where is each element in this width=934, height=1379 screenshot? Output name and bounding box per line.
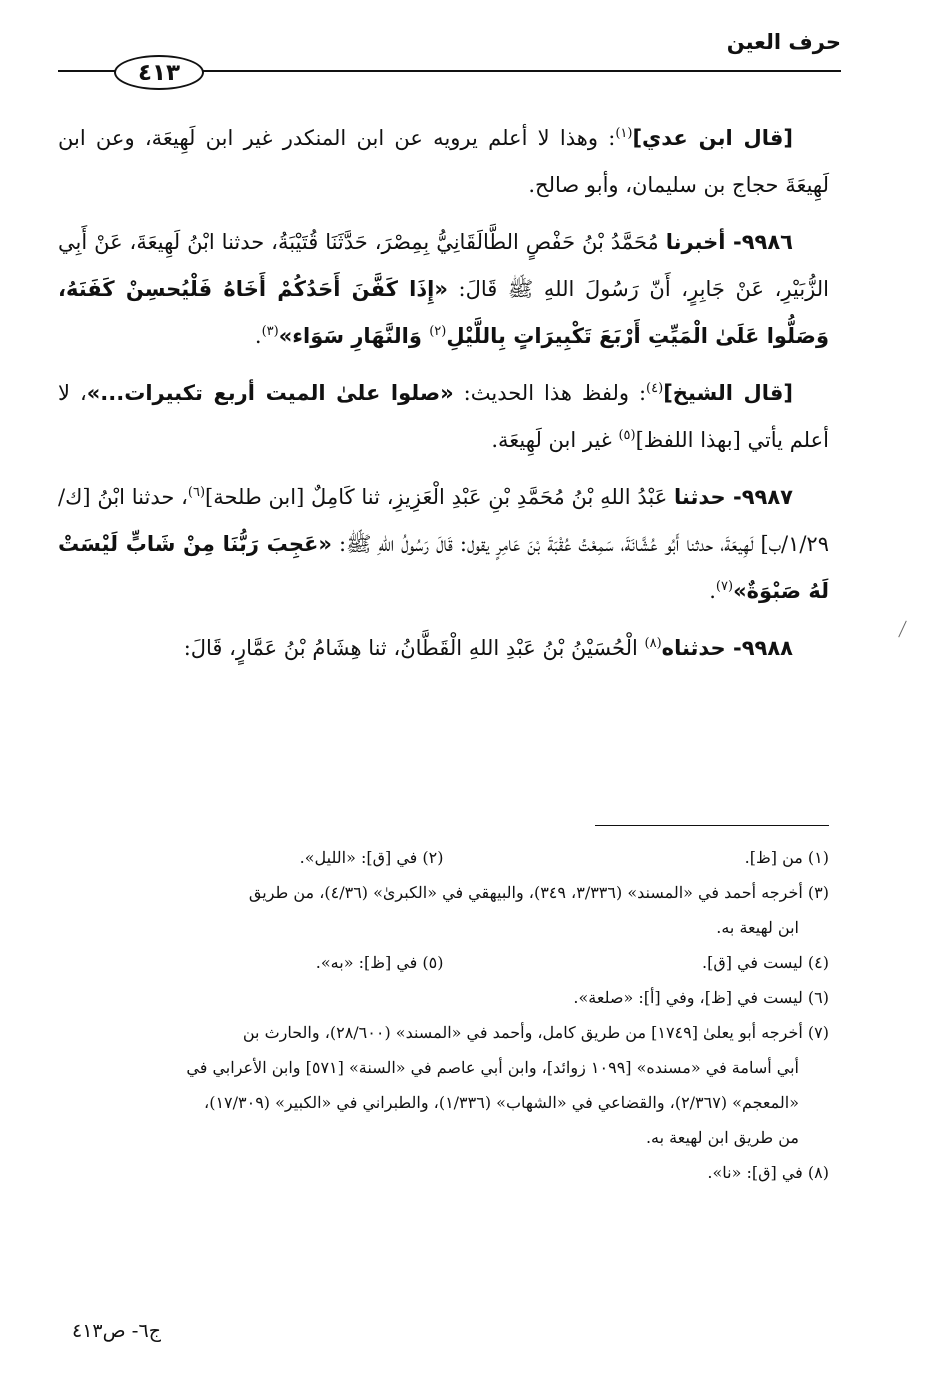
footnote-marker: (٣) — [261, 324, 279, 339]
quoted-text: «صلوا علىٰ الميت أربع تكبيرات...» — [86, 381, 454, 405]
footnote-text: من طريق ابن لهيعة به. — [645, 1128, 799, 1147]
footnote-text: أبي أسامة في «مسنده» [١٠٩٩ زوائد]، وابن أبي عاصم في «السنة» [٥٧١] وابن الأعرابي في — [186, 1058, 799, 1077]
page-reference: ج٦- ص٤١٣ — [72, 1320, 161, 1342]
isnad-text: مُحَمَّدُ بْنُ حَفْصٍ الطَّالَقَانِيُّ بِمِصْرَ، حَدَّثَنَا قُتَيْبَةُ، حدثنا ابْنُ لَهِيعَةَ، عَنْ أَبِي الزُّبَيْرِ، عَنْ جَابِرٍ، أَنّ رَسُولَ اللهِ ﷺ قَالَ: — [58, 230, 830, 301]
paragraph-1 — [58, 115, 829, 209]
hadith-9986 — [58, 219, 829, 360]
footnote-marker: (٥) — [618, 428, 636, 443]
footnote-7 — [58, 1015, 829, 1155]
footnote-text: «المعجم» (٢/٣٦٧)، والقضاعي في «الشهاب» (١/٣٣٦)، والطبراني في «الكبير» (١٧/٣٠٩)، — [204, 1093, 799, 1112]
paragraph-text: : وهذا لا أعلم يرويه عن ابن المنكدر غير ابن لَهِيعَة، وعن ابن لَهِيعَةَ حجاج بن سليمان، وأبو صالح. — [58, 126, 829, 197]
footnote-6 — [58, 980, 829, 1015]
footnote-text: (٣) أخرجه أحمد في «المسند» (٣/٣٣٦، ٣٤٩)، والبيهقي في «الكبرىٰ» (٤/٣٦)، من طريق — [248, 883, 829, 902]
isnad-text: عَبْدُ اللهِ بْنُ مُحَمَّدِ بْنِ عَبْدِ الْعَزِيزِ، ثنا كَامِلٌ [ابن طلحة] — [205, 485, 674, 509]
footnote-marker: (٨) — [644, 636, 662, 651]
footnote-marker: (٢) — [429, 324, 447, 339]
speaker-label: [قال ابن عدي] — [632, 126, 793, 150]
hadith-number: ٩٩٨٨- حدثناه — [661, 636, 793, 660]
footnote-4: (٤) ليست في [ق]. — [702, 953, 829, 972]
hadith-number: ٩٩٨٧- حدثنا — [674, 485, 793, 509]
running-header-title: حرف العين — [726, 30, 841, 54]
footnote-2: (٢) في [ق]: «الليل». — [299, 848, 444, 867]
footnote-marker: (٤) — [646, 381, 664, 396]
footnote-text: (٨) في [ق]: «نا». — [707, 1163, 829, 1182]
punctuation: . — [254, 324, 262, 348]
footnote-marker: (٦) — [187, 485, 206, 500]
paragraph-text: غير ابن لَهِيعَة. — [491, 428, 619, 452]
paragraph-text: : ولفظ هذا الحديث: — [453, 381, 647, 405]
footnote-separator — [595, 825, 829, 826]
punctuation: . — [709, 579, 716, 603]
hadith-9988 — [58, 625, 829, 672]
footnote-row — [58, 945, 829, 980]
footnotes — [58, 840, 829, 1190]
hadith-9987 — [58, 474, 829, 615]
footnote-text: ابن لهيعة به. — [716, 918, 799, 937]
speaker-label: [قال الشيخ] — [663, 381, 794, 405]
paragraph-sheikh — [58, 370, 829, 464]
page-number-badge: ٤١٣ — [114, 55, 204, 90]
hadith-matn: «إِذَا كَفَّنَ أَحَدُكُمْ أَخَاهُ فَلْيُحسِنْ كَفَنَهُ، وَصَلُّوا عَلَىٰ الْمَيِّتِ أَرْبَعَ تَكْبِيرَاتٍ بِاللَّيْلِ — [58, 277, 829, 348]
main-text — [58, 115, 829, 682]
footnote-row — [58, 840, 829, 875]
footnote-3 — [58, 875, 829, 945]
hadith-matn-end: وَالنَّهَارِ سَوَاء» — [278, 324, 430, 348]
footnote-text: (٦) ليست في [ظ]، وفي [أ]: «صلعة». — [573, 988, 829, 1007]
paragraph-text: ، لا أعلم يأتي [بهذا اللفظ] — [58, 381, 829, 452]
footnote-text: (٧) أخرجه أبو يعلىٰ [١٧٤٩] من طريق كامل، وأحمد في «المسند» (٢٨/٦٠٠)، والحارث بن — [242, 1023, 829, 1042]
hadith-matn: «عَجِبَ رَبُّنَا مِنْ شَابٍّ لَيْسَتْ لَهُ صَبْوَةٌ» — [58, 532, 829, 603]
isnad-text: ، حدثنا ابْنُ [ك/١/٢٩/ب] لَهِيعَةَ، حدثنا أَبُو عُشَّانَةَ، سَمِعْتُ عُقْبَةَ بْنَ عَامِرٍ يقول: قَالَ رَسُولُ اللهِ ﷺ: — [58, 485, 829, 556]
margin-mark — [898, 621, 907, 638]
hadith-number: ٩٩٨٦- أخبرنا — [665, 230, 793, 254]
footnote-marker: (١) — [615, 126, 633, 141]
footnote-1: (١) من [ظ]. — [744, 848, 829, 867]
footnote-8 — [58, 1155, 829, 1190]
footnote-5: (٥) في [ظ]: «به». — [315, 953, 444, 972]
footnote-marker: (٧) — [715, 579, 734, 594]
isnad-text: الْحُسَيْنُ بْنُ عَبْدِ اللهِ الْقَطَّانُ، ثنا هِشَامُ بْنُ عَمَّارٍ، قَالَ: — [183, 636, 645, 660]
